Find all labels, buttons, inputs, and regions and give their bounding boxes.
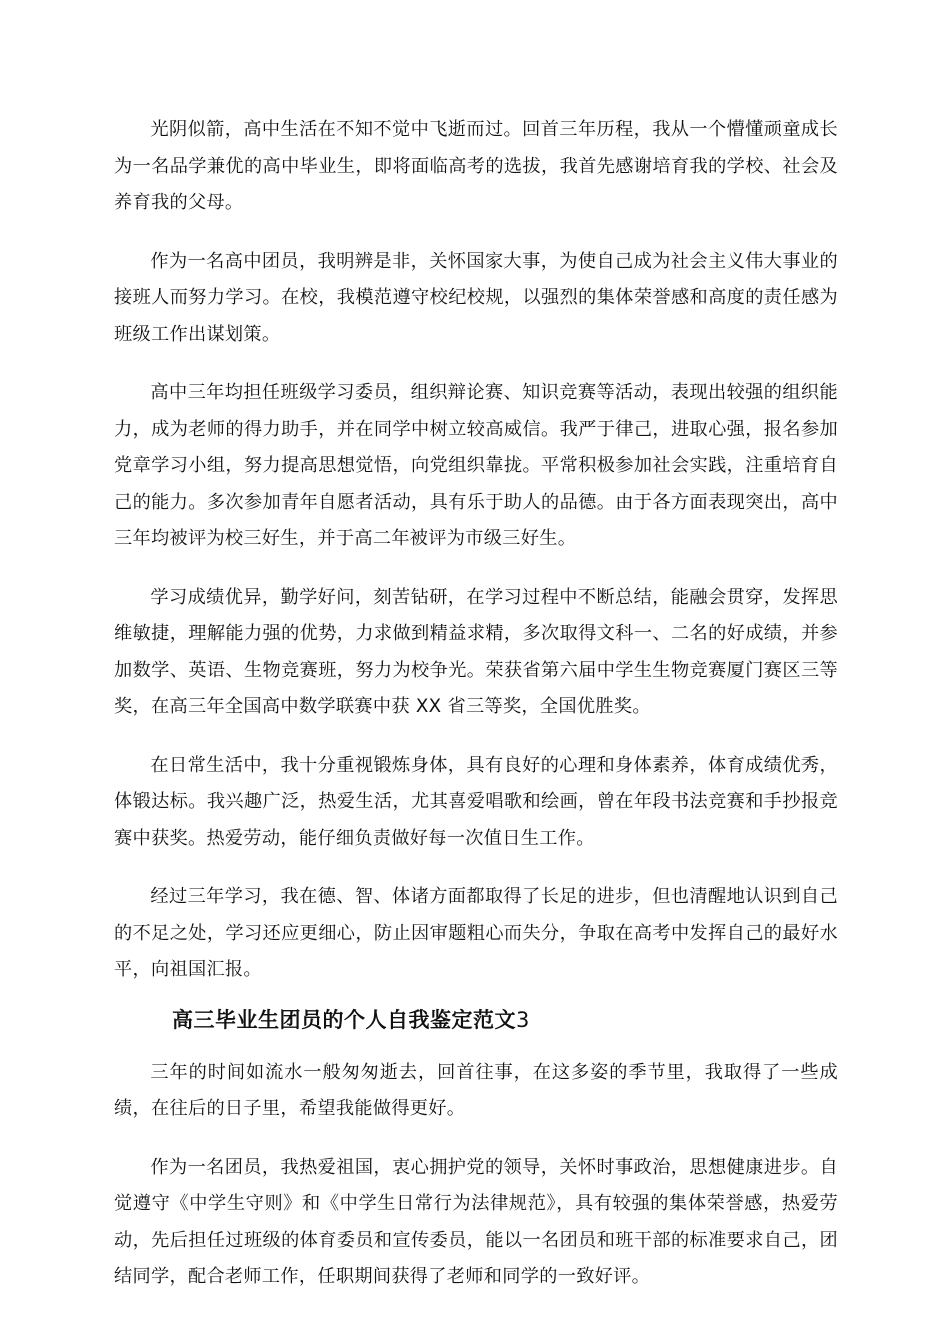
- paragraph: 作为一名高中团员，我明辨是非，关怀国家大事，为使自己成为社会主义伟大事业的接班人而努力学习。在校，我模范遵守校纪校规，以强烈的集体荣誉感和高度的责任感为班级工作出谋划策。: [114, 250, 838, 345]
- document-body: [114, 112, 838, 1318]
- section-heading-number: 3: [516, 1007, 530, 1032]
- section-heading-text: 高三毕业生团员的个人自我鉴定范文: [172, 1007, 516, 1032]
- paragraph: 作为一名团员，我热爱祖国，衷心拥护党的领导，关怀时事政治，思想健康进步。自觉遵守《中学生守则》和《中学生日常行为法律规范》，具有较强的集体荣誉感，热爱劳动，先后担任过班级的体育委员和宣传委员，能以一名团员和班干部的标准要求自己，团结同学，配合老师工作，任职期间获得了老师和同学的一致好评。: [114, 1156, 838, 1287]
- paragraph: 学习成绩优异，勤学好问，刻苦钻研，在学习过程中不断总结，能融会贯穿，发挥思维敏捷，理解能力强的优势，力求做到精益求精，多次取得文科一、二名的好成绩，并参加数学、英语、生物竞赛班，努力为校争光。荣获省第六届中学生生物竞赛厦门赛区三等奖，在高三年全国高中数学联赛中获 XX 省三等奖，全国优胜奖。: [114, 586, 838, 717]
- paragraph: 在日常生活中，我十分重视锻炼身体，具有良好的心理和身体素养，体育成绩优秀，体锻达标。我兴趣广泛，热爱生活，尤其喜爱唱歌和绘画，曾在年段书法竞赛和手抄报竞赛中获奖。热爱劳动，能仔细负责做好每一次值日生工作。: [114, 754, 838, 849]
- paragraph: 高中三年均担任班级学习委员，组织辩论赛、知识竞赛等活动，表现出较强的组织能力，成为老师的得力助手，并在同学中树立较高威信。我严于律己，进取心强，报名参加党章学习小组，努力提高思想觉悟，向党组织靠拢。平常积极参加社会实践，注重培育自己的能力。多次参加青年自愿者活动，具有乐于助人的品德。由于各方面表现突出，高中三年均被评为校三好生，并于高二年被评为市级三好生。: [114, 382, 838, 549]
- paragraph: 经过三年学习，我在德、智、体诸方面都取得了长足的进步，但也清醒地认识到自己的不足之处，学习还应更细心，防止因审题粗心而失分，争取在高考中发挥自己的最好水平，向祖国汇报。: [114, 886, 838, 980]
- paragraph: 光阴似箭，高中生活在不知不觉中飞逝而过。回首三年历程，我从一个懵懂顽童成长为一名品学兼优的高中毕业生，即将面临高考的选拔，我首先感谢培育我的学校、社会及养育我的父母。: [114, 119, 838, 213]
- paragraph: 三年的时间如流水一般匆匆逝去，回首往事，在这多姿的季节里，我取得了一些成绩，在往后的日子里，希望我能做得更好。: [114, 1061, 838, 1119]
- section-heading: [114, 1003, 838, 1037]
